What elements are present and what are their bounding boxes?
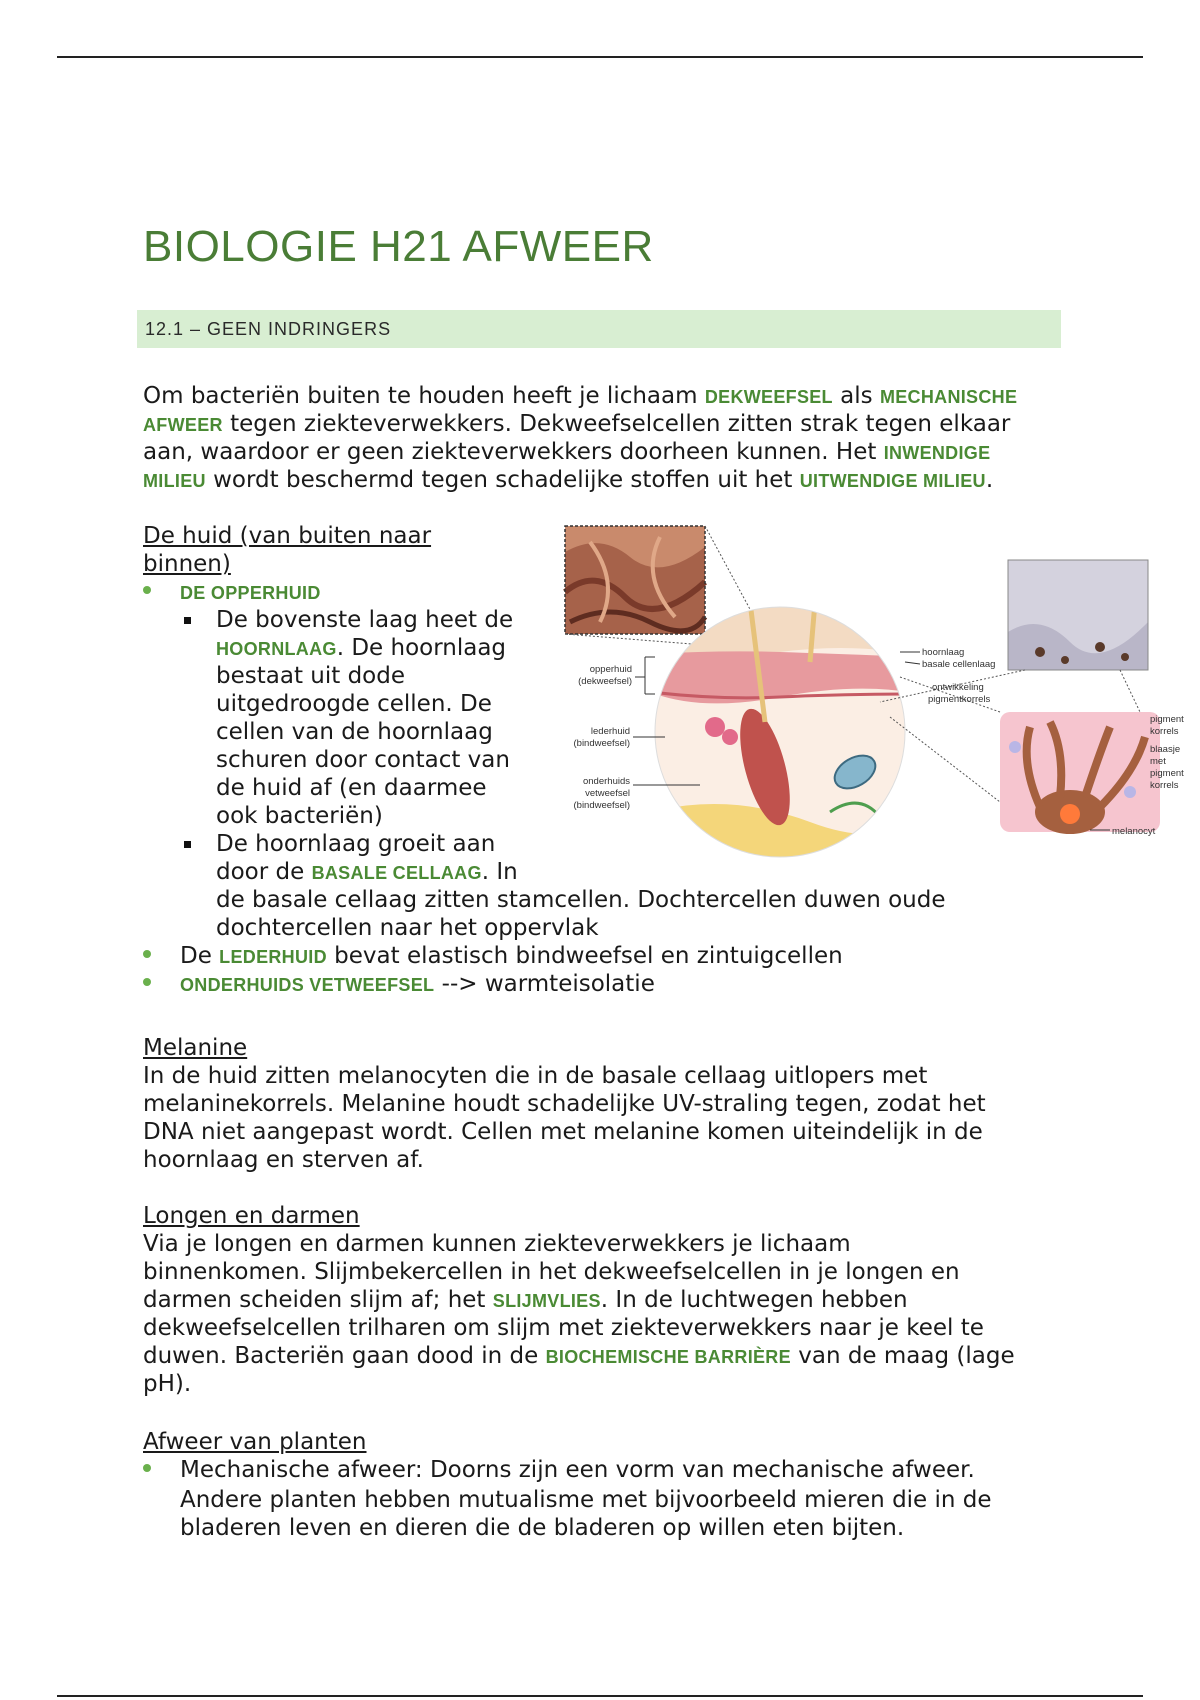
intro-line-2: AFWEER tegen ziekteverwekkers. Dekweefselcellen zitten strak tegen elkaar <box>143 411 1011 437</box>
bullet-dot <box>143 1464 151 1472</box>
melanine-line-1: In de huid zitten melanocyten die in de basale cellaag uitlopers met <box>143 1063 928 1089</box>
basale-line-4: dochtercellen naar het oppervlak <box>216 915 599 941</box>
header-rule <box>57 56 1143 58</box>
hoornlaag-line-3: bestaat uit dode <box>216 663 405 689</box>
melanine-line-3: DNA niet aangepast wordt. Cellen met melanine komen uiteindelijk in de <box>143 1119 983 1145</box>
label-blaasje: blaasje <box>1150 744 1181 755</box>
section-heading: 12.1 – GEEN INDRINGERS <box>145 319 392 339</box>
label-opperhuid-sub: (dekweefsel) <box>578 676 632 687</box>
label-pigment-2: pigment <box>1150 768 1184 779</box>
hoornlaag-line-2: HOORNLAAG. De hoornlaag <box>216 635 507 661</box>
keyword-uitwendige-milieu: UITWENDIGE MILIEU <box>799 471 986 491</box>
longen-line-2: binnenkomen. Slijmbekercellen in het dekweefselcellen in je longen en <box>143 1259 960 1285</box>
huid-heading-line-2: binnen) <box>143 551 231 577</box>
basale-line-2: door de BASALE CELLAAG. In <box>216 859 518 885</box>
skin-cross-section <box>650 602 920 862</box>
bullet-onderhuids: ONDERHUIDS VETWEEFSEL --> warmteisolatie <box>180 971 655 997</box>
planten-line-2: Andere planten hebben mutualisme met bijvoorbeeld mieren die in de <box>180 1487 992 1513</box>
longen-line-3: darmen scheiden slijm af; het SLIJMVLIES. In de luchtwegen hebben <box>143 1287 908 1313</box>
hoornlaag-line-7: de huid af (en daarmee <box>216 775 487 801</box>
label-ontwikkeling: ontwikkeling <box>932 682 984 693</box>
hoornlaag-line-6: schuren door contact van <box>216 747 510 773</box>
label-korrels: korrels <box>1150 726 1179 737</box>
keyword-biochemische-barriere: BIOCHEMISCHE BARRIÈRE <box>545 1347 791 1367</box>
bullet-dot <box>143 978 151 986</box>
hoornlaag-line-1: De bovenste laag heet de <box>216 607 514 633</box>
melanocyte-drawing <box>1000 712 1160 834</box>
bullet-lederhuid: De LEDERHUID bevat elastisch bindweefsel en zintuigcellen <box>180 943 843 969</box>
basale-line-3: de basale cellaag zitten stamcellen. Dochtercellen duwen oude <box>216 887 946 913</box>
label-korrels-2: korrels <box>1150 780 1179 791</box>
label-opperhuid: opperhuid <box>589 664 632 675</box>
keyword-onderhuids-vetweefsel: ONDERHUIDS VETWEEFSEL <box>180 975 435 995</box>
footer-rule <box>57 1695 1143 1697</box>
intro-line-3: aan, waardoor er geen ziekteverwekkers doorheen kunnen. Het INWENDIGE <box>143 439 991 465</box>
hoornlaag-line-4: uitgedroogde cellen. De <box>216 691 492 717</box>
keyword-mechanische: MECHANISCHE <box>879 387 1018 407</box>
sub-bullet <box>184 617 191 624</box>
keyword-afweer: AFWEER <box>143 415 223 435</box>
planten-line-3: bladeren leven en dieren die de bladeren op willen eten bijten. <box>180 1515 905 1541</box>
melanine-heading: Melanine <box>143 1035 248 1061</box>
keyword-milieu: MILIEU <box>143 471 206 491</box>
bullet-opperhuid: DE OPPERHUID <box>180 583 321 603</box>
melanine-line-4: hoornlaag en sterven af. <box>143 1147 424 1173</box>
keyword-dekweefsel: DEKWEEFSEL <box>704 387 833 407</box>
planten-line-1: Mechanische afweer: Doorns zijn een vorm van mechanische afweer. <box>180 1457 975 1483</box>
intro-line-4: MILIEU wordt beschermd tegen schadelijke stoffen uit het UITWENDIGE MILIEU. <box>143 467 994 493</box>
longen-line-1: Via je longen en darmen kunnen ziekteverwekkers je lichaam <box>143 1231 851 1257</box>
sub-bullet <box>184 841 191 848</box>
label-vetweefsel: vetweefsel <box>585 788 630 799</box>
longen-line-5: duwen. Bacteriën gaan dood in de BIOCHEMISCHE BARRIÈRE van de maag (lage <box>143 1343 1015 1369</box>
skin-surface-micrograph <box>565 526 705 634</box>
bullet-dot <box>143 950 151 958</box>
label-onderhuids-sub: (bindweefsel) <box>573 800 630 811</box>
planten-heading: Afweer van planten <box>143 1429 367 1455</box>
section-heading-bar <box>137 310 1061 348</box>
longen-line-4: dekweefselcellen trilharen om slijm met ziekteverwekkers naar je keel te <box>143 1315 984 1341</box>
label-pigment: pigment <box>1150 714 1184 725</box>
melanocyte-micrograph <box>1008 560 1148 670</box>
keyword-lederhuid: LEDERHUID <box>219 947 327 967</box>
longen-line-6: pH). <box>143 1371 192 1397</box>
hoornlaag-line-5: cellen van de hoornlaag <box>216 719 493 745</box>
hoornlaag-line-8: ook bacteriën) <box>216 803 383 829</box>
huid-heading-line-1: De huid (van buiten naar <box>143 523 432 549</box>
keyword-hoornlaag: HOORNLAAG <box>216 639 337 659</box>
label-basale-cellenlaag: basale cellenlaag <box>922 659 996 670</box>
keyword-slijmvlies: SLIJMVLIES <box>492 1291 601 1311</box>
page-title: BIOLOGIE H21 AFWEER <box>143 222 654 271</box>
skin-diagram <box>560 522 1190 862</box>
melanine-line-2: melaninekorrels. Melanine houdt schadelijke UV-straling tegen, zodat het <box>143 1091 986 1117</box>
label-melanocyt: melanocyt <box>1112 826 1156 837</box>
intro-line-1: Om bacteriën buiten te houden heeft je lichaam DEKWEEFSEL als MECHANISCHE <box>143 383 1018 409</box>
bullet-dot <box>143 586 151 594</box>
label-onderhuids: onderhuids <box>582 776 630 787</box>
label-met: met <box>1150 756 1166 767</box>
longen-heading: Longen en darmen <box>143 1203 360 1229</box>
label-hoornlaag: hoornlaag <box>922 647 965 658</box>
basale-line-1: De hoornlaag groeit aan <box>216 831 496 857</box>
keyword-basale-cellaag: BASALE CELLAAG <box>311 863 482 883</box>
label-pigmentkorrels: pigmentkorrels <box>928 694 991 705</box>
label-lederhuid: lederhuid <box>590 726 630 737</box>
keyword-inwendige: INWENDIGE <box>883 443 991 463</box>
label-lederhuid-sub: (bindweefsel) <box>573 738 630 749</box>
